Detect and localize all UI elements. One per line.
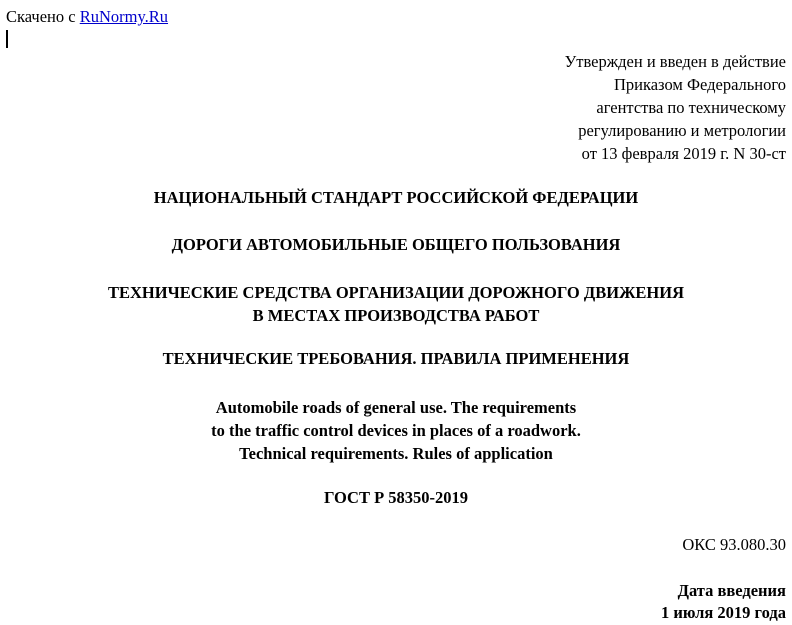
- english-title: [0, 396, 792, 465]
- approval-line: от 13 февраля 2019 г. N 30-ст: [581, 144, 786, 163]
- document-title-line: ТЕХНИЧЕСКИЕ СРЕДСТВА ОРГАНИЗАЦИИ ДОРОЖНОГО ДВИЖЕНИЯ: [107, 283, 684, 302]
- english-title-line: to the traffic control devices in places of a roadwork.: [211, 421, 581, 440]
- effective-date-value: 1 июля 2019 года: [661, 603, 786, 622]
- okc-code: ОКС 93.080.30: [682, 535, 786, 554]
- effective-date-label: Дата введения: [677, 581, 786, 600]
- standard-heading: НАЦИОНАЛЬНЫЙ СТАНДАРТ РОССИЙСКОЙ ФЕДЕРАЦИИ: [153, 188, 639, 207]
- roads-heading: ДОРОГИ АВТОМОБИЛЬНЫЕ ОБЩЕГО ПОЛЬЗОВАНИЯ: [171, 235, 621, 254]
- document-title-line: В МЕСТАХ ПРОИЗВОДСТВА РАБОТ: [252, 306, 540, 325]
- document-title: [0, 281, 792, 327]
- approval-block: [565, 50, 786, 165]
- english-title-line: Technical requirements. Rules of application: [239, 444, 553, 463]
- english-title-line: Automobile roads of general use. The requirements: [215, 398, 577, 417]
- requirements-heading: ТЕХНИЧЕСКИЕ ТРЕБОВАНИЯ. ПРАВИЛА ПРИМЕНЕНИЯ: [162, 349, 630, 368]
- approval-line: регулированию и метрологии: [578, 121, 786, 140]
- download-source-line: [6, 6, 168, 28]
- effective-date-block: [661, 580, 786, 624]
- download-prefix: Скачено с: [6, 7, 80, 26]
- gost-number: ГОСТ Р 58350-2019: [323, 488, 469, 507]
- approval-line: агентства по техническому: [596, 98, 786, 117]
- approval-line: Приказом Федерального: [613, 75, 786, 94]
- runormy-link[interactable]: RuNormy.Ru: [79, 7, 169, 26]
- approval-line: Утвержден и введен в действие: [564, 52, 786, 71]
- text-cursor: [6, 30, 8, 48]
